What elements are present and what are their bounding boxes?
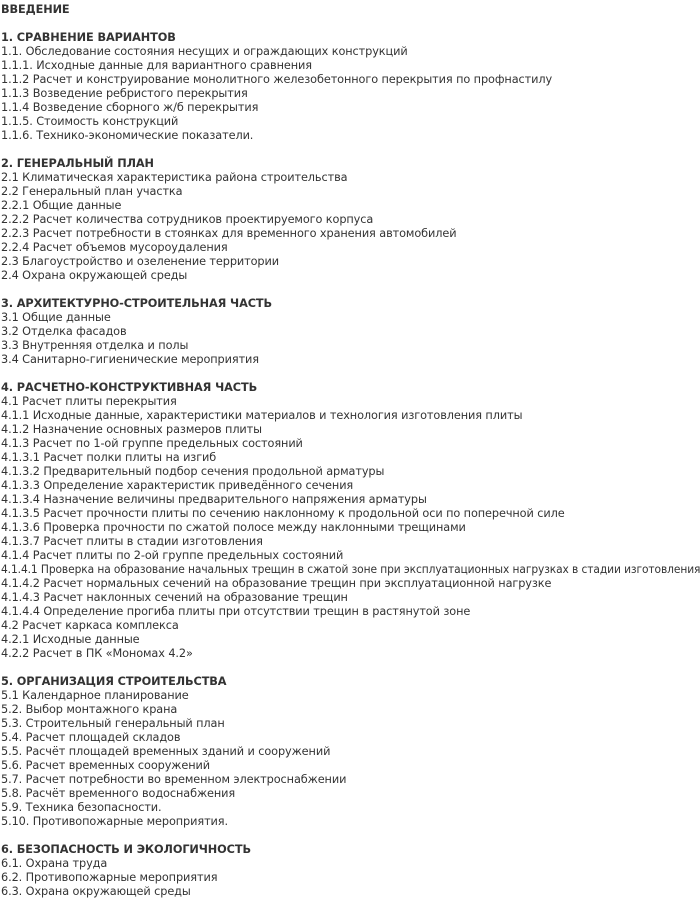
toc-item: 4.1.3.5 Расчет прочности плиты по сечению наклонному к продольной оси по поперечной силе	[1, 507, 565, 520]
toc-section	[1, 843, 700, 899]
toc-item: 4.1.1 Исходные данные, характеристики материалов и технология изготовления плиты	[1, 409, 523, 422]
toc-item: 2.2 Генеральный план участка	[1, 185, 183, 198]
toc-item: 3.1 Общие данные	[1, 311, 111, 324]
toc-item: 6.1. Охрана труда	[1, 857, 108, 870]
toc-item: 3.2 Отделка фасадов	[1, 325, 127, 338]
section-heading: 2. ГЕНЕРАЛЬНЫЙ ПЛАН	[1, 157, 154, 170]
section-heading: 3. АРХИТЕКТУРНО-СТРОИТЕЛЬНАЯ ЧАСТЬ	[1, 297, 273, 310]
toc-item: 4.1.3.3 Определение характеристик приведённого сечения	[1, 479, 354, 492]
table-of-contents	[1, 3, 700, 899]
toc-sections	[1, 31, 700, 899]
toc-item: 4.1 Расчет плиты перекрытия	[1, 395, 177, 408]
toc-item: 1.1.3 Возведение ребристого перекрытия	[1, 87, 248, 100]
toc-item: 4.2.2 Расчет в ПК «Мономах 4.2»	[1, 647, 193, 660]
toc-section	[1, 31, 700, 143]
toc-item: 1.1. Обследование состояния несущих и ограждающих конструкций	[1, 45, 408, 58]
toc-item: 1.1.5. Стоимость конструкций	[1, 115, 179, 128]
section-heading: 5. ОРГАНИЗАЦИЯ СТРОИТЕЛЬСТВА	[1, 675, 227, 688]
toc-item: 6.3. Охрана окружающей среды	[1, 885, 191, 898]
toc-item: 4.1.2 Назначение основных размеров плиты	[1, 423, 262, 436]
toc-item: 4.1.3 Расчет по 1-ой группе предельных состояний	[1, 437, 303, 450]
toc-item: 5.5. Расчёт площадей временных зданий и сооружений	[1, 745, 331, 758]
section-heading: 6. БЕЗОПАСНОСТЬ И ЭКОЛОГИЧНОСТЬ	[1, 843, 251, 856]
toc-section	[1, 675, 700, 829]
toc-item: 4.1.3.6 Проверка прочности по сжатой полосе между наклонными трещинами	[1, 521, 466, 534]
toc-item: 4.1.4.3 Расчет наклонных сечений на образование трещин	[1, 591, 348, 604]
toc-item: 2.4 Охрана окружающей среды	[1, 269, 188, 282]
toc-item: 5.1 Календарное планирование	[1, 689, 189, 702]
toc-item: 4.1.4.2 Расчет нормальных сечений на образование трещин при эксплуатационной нагрузке	[1, 577, 552, 590]
toc-item: 3.3 Внутренняя отделка и полы	[1, 339, 189, 352]
toc-item: 5.4. Расчет площадей складов	[1, 731, 181, 744]
toc-item: 1.1.6. Технико-экономические показатели.	[1, 129, 254, 142]
toc-item: 5.6. Расчет временных сооружений	[1, 759, 210, 772]
toc-item: 4.1.3.4 Назначение величины предварительного напряжения арматуры	[1, 493, 427, 506]
toc-item: 1.1.2 Расчет и конструирование монолитного железобетонного перекрытия по профнастилу	[1, 73, 553, 86]
toc-item: 2.2.1 Общие данные	[1, 199, 122, 212]
toc-item: 4.1.4.1 Проверка на образование начальных трещин в сжатой зоне при эксплуатационных нагрузках в стадии изготовления	[1, 563, 700, 576]
toc-item: 5.10. Противопожарные мероприятия.	[1, 815, 228, 828]
toc-item: 5.3. Строительный генеральный план	[1, 717, 225, 730]
toc-item: 4.1.3.2 Предварительный подбор сечения продольной арматуры	[1, 465, 385, 478]
toc-item: 2.2.2 Расчет количества сотрудников проектируемого корпуса	[1, 213, 374, 226]
toc-item: 5.7. Расчет потребности во временном электроснабжении	[1, 773, 347, 786]
toc-item: 2.3 Благоустройство и озеленение территории	[1, 255, 279, 268]
toc-item: 2.1 Климатическая характеристика района строительства	[1, 171, 348, 184]
toc-section	[1, 157, 700, 283]
toc-item: 4.2 Расчет каркаса комплекса	[1, 619, 179, 632]
toc-item: 3.4 Санитарно-гигиенические мероприятия	[1, 353, 259, 366]
toc-item: 5.2. Выбор монтажного крана	[1, 703, 178, 716]
toc-item: 4.1.3.1 Расчет полки плиты на изгиб	[1, 451, 217, 464]
section-heading: 4. РАСЧЕТНО-КОНСТРУКТИВНАЯ ЧАСТЬ	[1, 381, 258, 394]
toc-section	[1, 297, 700, 367]
toc-section	[1, 381, 700, 661]
toc-item: 4.1.4.4 Определение прогиба плиты при отсутствии трещин в растянутой зоне	[1, 605, 471, 618]
toc-item: 5.9. Техника безопасности.	[1, 801, 162, 814]
toc-item: 5.8. Расчёт временного водоснабжения	[1, 787, 236, 800]
toc-item: 1.1.4 Возведение сборного ж/б перекрытия	[1, 101, 259, 114]
toc-item: 2.2.4 Расчет объемов мусороудаления	[1, 241, 228, 254]
toc-item: 4.2.1 Исходные данные	[1, 633, 140, 646]
section-heading: 1. СРАВНЕНИЕ ВАРИАНТОВ	[1, 31, 176, 44]
toc-item: 6.2. Противопожарные мероприятия	[1, 871, 218, 884]
toc-item: 4.1.3.7 Расчет плиты в стадии изготовления	[1, 535, 263, 548]
toc-item: 4.1.4 Расчет плиты по 2-ой группе предельных состояний	[1, 549, 344, 562]
introduction-heading: ВВЕДЕНИЕ	[1, 3, 70, 16]
toc-item: 1.1.1. Исходные данные для вариантного сравнения	[1, 59, 312, 72]
toc-item: 2.2.3 Расчет потребности в стоянках для временного хранения автомобилей	[1, 227, 457, 240]
